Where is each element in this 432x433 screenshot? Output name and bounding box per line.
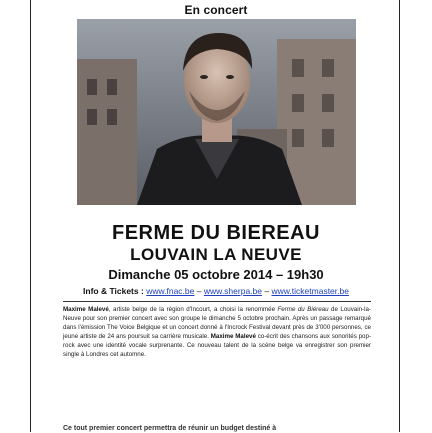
tickets-info: [0, 286, 432, 296]
artist-name: Maxime Malevé: [63, 306, 109, 313]
venue-name: FERME DU BIEREAU: [111, 222, 320, 244]
bio-text-3: co-écrit des chansons aux sonorités pop-rock avec une identité vocale surprenante. Ce nouveau talent de la scène belge va enregistrer son premier single à Londres cet automne.: [63, 333, 371, 358]
bio-paragraph: [63, 305, 371, 359]
venue-city: LOUVAIN LA NEUVE: [130, 245, 302, 264]
link-separator: –: [196, 286, 202, 296]
divider: [63, 301, 371, 302]
artist-photo: [77, 19, 356, 205]
event-date: Dimanche 05 octobre 2014 – 19h30: [108, 267, 324, 282]
link-fnac[interactable]: www.fnac.be: [146, 286, 195, 296]
link-separator: –: [264, 286, 270, 296]
artist-photo-image: [77, 19, 356, 205]
venue-italic: Ferme du Biéreau: [277, 306, 329, 313]
bio-text-2: de Louvain-la-Neuve pour son premier concert avec son groupe le dimanche 5 octobre prochain. Après un passage remarqué dans l'émission The Voice Belgique et un concert donné à l'Incrock Festival devant près de 3'000 personnes, ce jeune artiste de 24 ans poursuit sa carrière musicale.: [63, 306, 371, 340]
concert-label: En concert: [184, 3, 248, 17]
link-sherpa[interactable]: www.sherpa.be: [203, 286, 262, 296]
tickets-label: Info & Tickets :: [83, 286, 144, 296]
artist-name: Maxime Malevé: [210, 333, 256, 340]
next-paragraph: Ce tout premier concert permettra de réunir un budget destiné à: [63, 425, 277, 432]
bio-text-1: , artiste belge de la région d'Incourt, a choisi la renommée: [108, 306, 278, 313]
link-ticketmaster[interactable]: www.ticketmaster.be: [271, 286, 349, 296]
